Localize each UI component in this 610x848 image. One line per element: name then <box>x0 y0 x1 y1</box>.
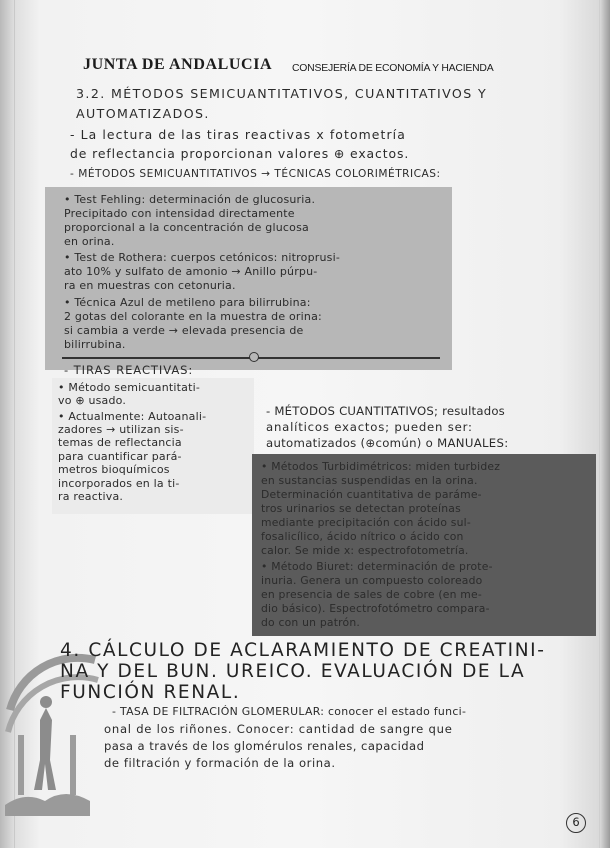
tiras-line-9: ra reactiva. <box>58 490 124 503</box>
colorimetric-line-8: • Técnica Azul de metileno para bilirrubina: <box>64 296 311 309</box>
section-4-title-line-3: FUNCIÓN RENAL. <box>60 682 241 703</box>
colorimetric-line-3: proporcional a la concentración de glucosa <box>64 221 309 234</box>
tiras-line-5: temas de reflectancia <box>58 436 182 449</box>
turbidimetric-line-5: mediante precipitación con ácido sul- <box>261 516 471 529</box>
section-4-body-line-3: pasa a través de los glomérulos renales, capacidad <box>104 739 425 753</box>
turbidimetric-line-3: Determinación cuantitativa de paráme- <box>261 488 482 501</box>
turbidimetric-line-9: inuria. Genera un compuesto coloreado <box>261 574 483 587</box>
tiras-heading: - TIRAS REACTIVAS: <box>64 363 194 377</box>
turbidimetric-line-8: • Método Biuret: determinación de prote- <box>261 560 493 573</box>
section-4-title-line-1: 4. CÁLCULO DE ACLARAMIENTO DE CREATINI- <box>60 640 546 661</box>
turbidimetric-line-2: en sustancias suspendidas en la orina. <box>261 474 478 487</box>
colorimetric-line-6: ato 10% y sulfato de amonio → Anillo púrpu- <box>64 265 318 278</box>
colorimetric-line-10: si cambia a verde → elevada presencia de <box>64 324 304 337</box>
intro-line-2: de reflectancia proporcionan valores ⊕ exactos. <box>70 146 410 161</box>
section-4-title-line-2: NA Y DEL BUN. UREICO. EVALUACIÓN DE LA <box>60 661 526 682</box>
tiras-line-2: vo ⊕ usado. <box>58 394 127 407</box>
header-org: JUNTA DE ANDALUCIA <box>83 56 273 73</box>
colorimetric-line-4: en orina. <box>64 235 115 248</box>
tiras-line-1: • Método semicuantitati- <box>58 381 201 394</box>
divider-knot <box>249 352 259 362</box>
turbidimetric-line-1: • Métodos Turbidimétricos: miden turbidez <box>261 460 501 473</box>
tiras-line-4: zadores → utilizan sis- <box>58 423 184 436</box>
turbidimetric-line-10: en presencia de sales de cobre (en me- <box>261 588 482 601</box>
cuantitativos-line-3: automatizados (⊕común) o MANUALES: <box>266 436 509 450</box>
intro-line-3: - MÉTODOS SEMICUANTITATIVOS → TÉCNICAS COLORIMÉTRICAS: <box>70 168 441 180</box>
tiras-line-3: • Actualmente: Autoanali- <box>58 410 207 423</box>
turbidimetric-line-6: fosalicílico, ácido nítrico o ácido con <box>261 530 464 543</box>
cuantitativos-line-1: - MÉTODOS CUANTITATIVOS; resultados <box>266 404 505 418</box>
section-4-body-line-1: - TASA DE FILTRACIÓN GLOMERULAR: conocer el estado funci- <box>112 705 467 718</box>
turbidimetric-line-11: dio básico). Espectrofotómetro compara- <box>261 602 490 615</box>
turbidimetric-line-7: calor. Se mide x: espectrofotometría. <box>261 544 469 557</box>
colorimetric-line-11: bilirrubina. <box>64 338 126 351</box>
cuantitativos-line-2: analíticos exactos; pueden ser: <box>266 420 473 434</box>
tiras-line-7: metros bioquímicos <box>58 463 170 476</box>
header-dept: CONSEJERÍA DE ECONOMÍA Y HACIENDA <box>292 63 494 74</box>
intro-line-1: - La lectura de las tiras reactivas x fotometría <box>70 127 406 142</box>
colorimetric-line-7: ra en muestras con cetonuria. <box>64 279 236 292</box>
colorimetric-line-1: • Test Fehling: determinación de glucosuria. <box>64 193 316 206</box>
tiras-line-6: para cuantificar pará- <box>58 450 182 463</box>
tiras-line-8: incorporados en la ti- <box>58 477 180 490</box>
section-3-2-title-line-1: 3.2. MÉTODOS SEMICUANTITATIVOS, CUANTITATIVOS Y <box>76 86 488 101</box>
page-number: 6 <box>566 813 586 833</box>
colorimetric-line-5: • Test de Rothera: cuerpos cetónicos: nitroprusi- <box>64 251 341 264</box>
turbidimetric-line-4: tros urinarios se detectan proteínas <box>261 502 461 515</box>
section-4-body-line-4: de filtración y formación de la orina. <box>104 756 336 770</box>
colorimetric-line-9: 2 gotas del colorante en la muestra de orina: <box>64 310 322 323</box>
section-3-2-title-line-2: AUTOMATIZADOS. <box>76 106 210 121</box>
turbidimetric-line-12: do con un patrón. <box>261 616 361 629</box>
colorimetric-line-2: Precipitado con intensidad directamente <box>64 207 295 220</box>
section-4-body-line-2: onal de los riñones. Conocer: cantidad de sangre que <box>104 722 453 736</box>
